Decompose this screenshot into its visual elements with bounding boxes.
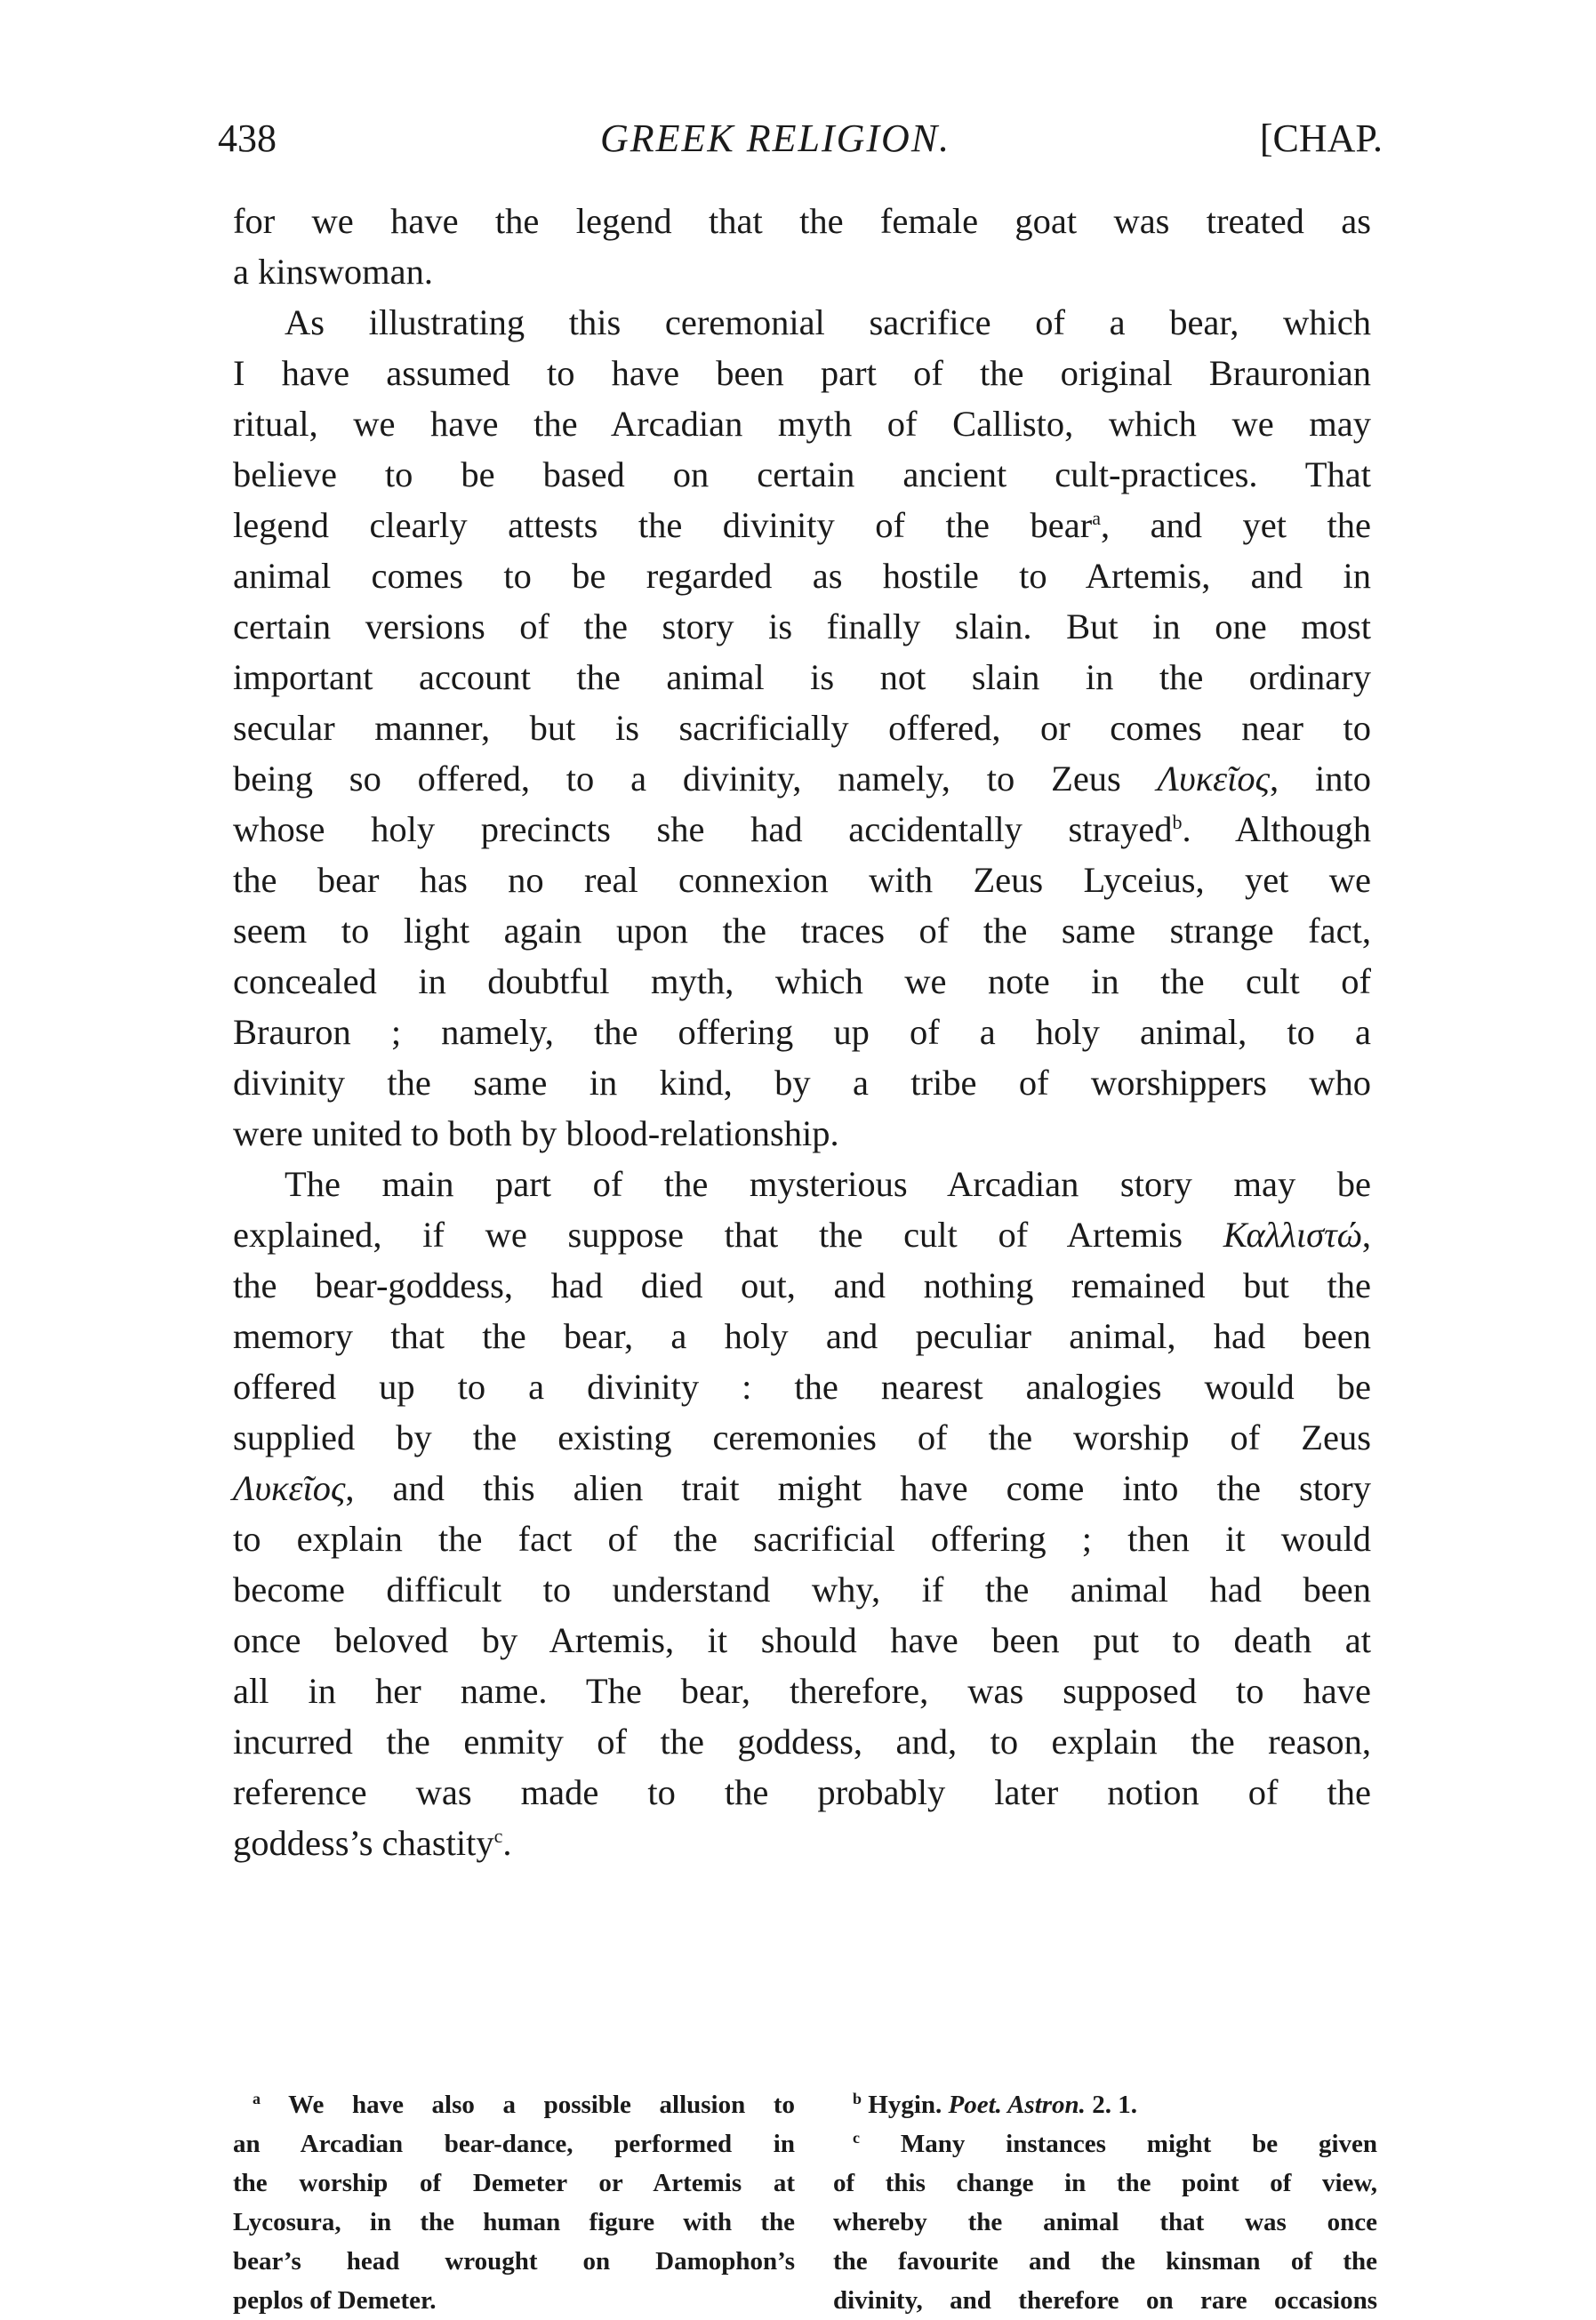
footnote-marker-a: a (1092, 507, 1101, 529)
text-line: concealed in doubtful myth, which we note in the cult of (233, 961, 1371, 1001)
text-line: being so offered, to a divinity, namely, to Zeus Λυκεῖος, into (233, 759, 1371, 799)
footnote-marker-c: c (493, 1825, 503, 1847)
footnote-marker-b: b (1172, 811, 1183, 833)
footnote-c-line: of this change in the point of view, (833, 2169, 1377, 2197)
footnote-c-line: $^c$ Many instances might be given (853, 2129, 1378, 2158)
footnote-c-line: whereby the animal that was once (833, 2208, 1377, 2236)
footnotes-b-c (833, 2085, 1377, 2320)
text-line: secular manner, but is sacrificially offered, or comes near to (233, 708, 1371, 748)
footnote-c-line: divinity, and therefore on rare occasions (833, 2286, 1377, 2315)
text-line: supplied by the existing ceremonies of the worship of Zeus (233, 1417, 1371, 1457)
text-line: important account the animal is not slain in the ordinary (233, 657, 1371, 697)
text-line: offered up to a divinity : the nearest analogies would be (233, 1367, 1371, 1407)
text-line: divinity the same in kind, by a tribe of worshippers who (233, 1063, 1371, 1103)
text-line: seem to light again upon the traces of the same strange fact, (233, 911, 1371, 951)
text-line: ritual, we have the Arcadian myth of Callisto, which we may (233, 404, 1371, 444)
text-line: The main part of the mysterious Arcadian story may be (285, 1164, 1371, 1204)
text-line: once beloved by Artemis, it should have been put to death at (233, 1620, 1371, 1660)
running-header (218, 116, 1383, 178)
text-line: goddess’s chastity$^c$. (233, 1823, 512, 1863)
text-line: all in her name. The bear, therefore, was supposed to have (233, 1671, 1371, 1711)
text-line: believe to be based on certain ancient cult-practices. That (233, 454, 1371, 494)
text-line: explained, if we suppose that the cult of Artemis Καλλιστώ, (233, 1215, 1371, 1255)
text-line: the bear has no real connexion with Zeus Lyceius, yet we (233, 860, 1371, 900)
text-line: for we have the legend that the female goat was treated as (233, 201, 1371, 241)
footnote-c-line: the favourite and the kinsman of the (833, 2247, 1377, 2276)
greek-word: Λυκεῖος (1157, 759, 1271, 799)
text-line: a kinswoman. (233, 252, 433, 292)
footnote-line: $^a$ We have also a possible allusion to (253, 2090, 795, 2119)
footnote-line: the worship of Demeter or Artemis at (233, 2169, 795, 2197)
footnote-a (233, 2085, 795, 2320)
text-line: were united to both by blood-relationship. (233, 1113, 839, 1153)
footnote-line: bear’s head wrought on Damophon’s (233, 2247, 795, 2276)
text-line: As illustrating this ceremonial sacrifice of a bear, which (285, 302, 1371, 342)
footnote-marker: c (853, 2129, 860, 2147)
text-line: Λυκεῖος, and this alien trait might have come into the story (233, 1468, 1371, 1508)
footnote-b: $^b$ Hygin. Poet. Astron. 2. 1. (853, 2090, 1137, 2119)
greek-word: Λυκεῖος (233, 1468, 346, 1508)
text-line: become difficult to understand why, if the animal had been (233, 1569, 1371, 1610)
text-line: animal comes to be regarded as hostile to Artemis, and in (233, 556, 1371, 596)
page-number: 438 (218, 116, 277, 160)
greek-word: Καλλιστώ (1223, 1215, 1362, 1255)
running-title: GREEK RELIGION. (600, 116, 951, 160)
text-line: Brauron ; namely, the offering up of a holy animal, to a (233, 1012, 1371, 1052)
main-text (233, 196, 1371, 1868)
text-line: certain versions of the story is finally slain. But in one most (233, 606, 1371, 646)
text-line: I have assumed to have been part of the original Brauronian (233, 353, 1371, 393)
footnote-line: Lycosura, in the human figure with the (233, 2208, 795, 2236)
text-line: reference was made to the probably later notion of the (233, 1772, 1371, 1812)
text-line: memory that the bear, a holy and peculiar animal, had been (233, 1316, 1371, 1356)
text-line: whose holy precincts she had accidentally strayed$^b$. Although (233, 809, 1371, 849)
text-line: to explain the fact of the sacrificial offering ; then it would (233, 1519, 1371, 1559)
text-line: incurred the enmity of the goddess, and, to explain the reason, (233, 1722, 1371, 1762)
footnote-marker: a (253, 2090, 261, 2107)
footnote-marker: b (853, 2090, 862, 2107)
chapter-label: [CHAP. (1259, 116, 1383, 160)
text-line: the bear-goddess, had died out, and nothing remained but the (233, 1265, 1371, 1305)
text-line: legend clearly attests the divinity of the bear$^a$, and yet the (233, 505, 1372, 545)
footnote-line: peplos of Demeter. (233, 2286, 437, 2315)
footnote-line: an Arcadian bear-dance, performed in (233, 2130, 795, 2158)
